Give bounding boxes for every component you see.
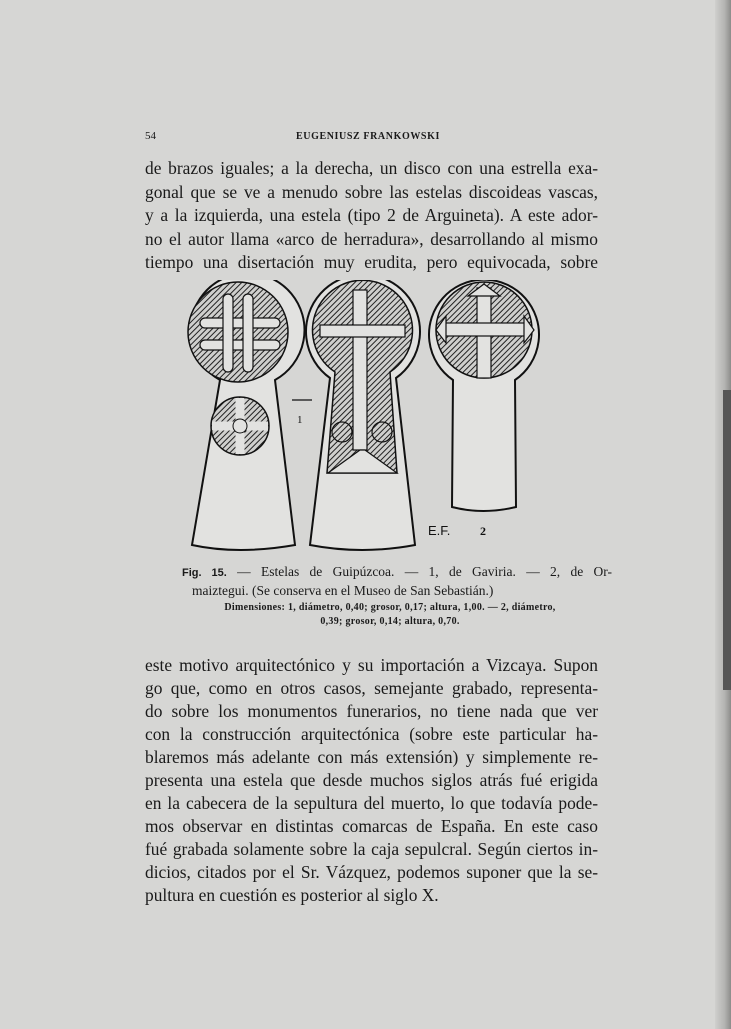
caption-line: — Estelas de Guipúzcoa. — 1, de Gaviria. — 2, de Or- (226, 564, 612, 579)
stele-1-gaviria (188, 280, 305, 550)
text-line: pultura en cuestión es posterior al siglo X. (145, 885, 439, 905)
dimensions-line: 0,39; grosor, 0,14; altura, 0,70. (320, 616, 460, 627)
text-line: gonal que se ve a menudo sobre las estelas discoideas vascas, (145, 182, 598, 202)
text-line: do sobre los monumentos funerarios, no tiene nada que ver (145, 701, 598, 721)
text-line: de brazos iguales; a la derecha, un disco con una estrella exa- (145, 158, 598, 178)
text-line: tiempo una disertación muy erudita, pero equivocada, sobre (145, 252, 598, 272)
text-line: go que, como en otros casos, semejante grabado, representa- (145, 678, 598, 698)
text-line: este motivo arquitectónico y su importación a Vizcaya. Supon (145, 655, 598, 675)
text-line: fué grabada solamente sobre la caja sepulcral. Según ciertos in- (145, 839, 598, 859)
text-line: con la construcción arquitectónica (sobre este particular ha- (145, 724, 598, 744)
stele-2-cross (306, 280, 420, 550)
text-line: no el autor llama «arco de herradura», desarrollando al mismo (145, 229, 598, 249)
artist-initials: E.F. (428, 523, 451, 538)
text-line: blaremos más adelante con más extensión) y simplemente re- (145, 747, 598, 767)
figure-estelas (170, 280, 550, 560)
label-2: 2 (480, 524, 486, 538)
text-line: presenta una estela que desde muchos siglos atrás fué erigida (145, 770, 598, 790)
figure-caption (182, 563, 612, 599)
text-line: y a la izquierda, una estela (tipo 2 de Arguineta). A este ador- (145, 205, 598, 225)
caption-line: maiztegui. (Se conserva en el Museo de San Sebastián.) (192, 583, 494, 598)
dimensions-line: Dimensiones: 1, diámetro, 0,40; grosor, 0,17; altura, 1,00. — 2, diámetro, (224, 602, 556, 613)
stele-3-ormaiztegui (429, 280, 539, 511)
label-1: 1 (297, 414, 303, 426)
running-title: EUGENIUSZ FRANKOWSKI (296, 131, 440, 142)
caption-label: Fig. 15. (182, 567, 227, 579)
page-number: 54 (145, 130, 156, 142)
text-line: dicios, citados por el Sr. Vázquez, podemos suponer que la se- (145, 862, 598, 882)
book-spine-edge (723, 390, 731, 690)
text-line: en la cabecera de la sepultura del muerto, lo que todavía pode- (145, 793, 598, 813)
text-line: mos observar en distintas comarcas de España. En este caso (145, 816, 598, 836)
